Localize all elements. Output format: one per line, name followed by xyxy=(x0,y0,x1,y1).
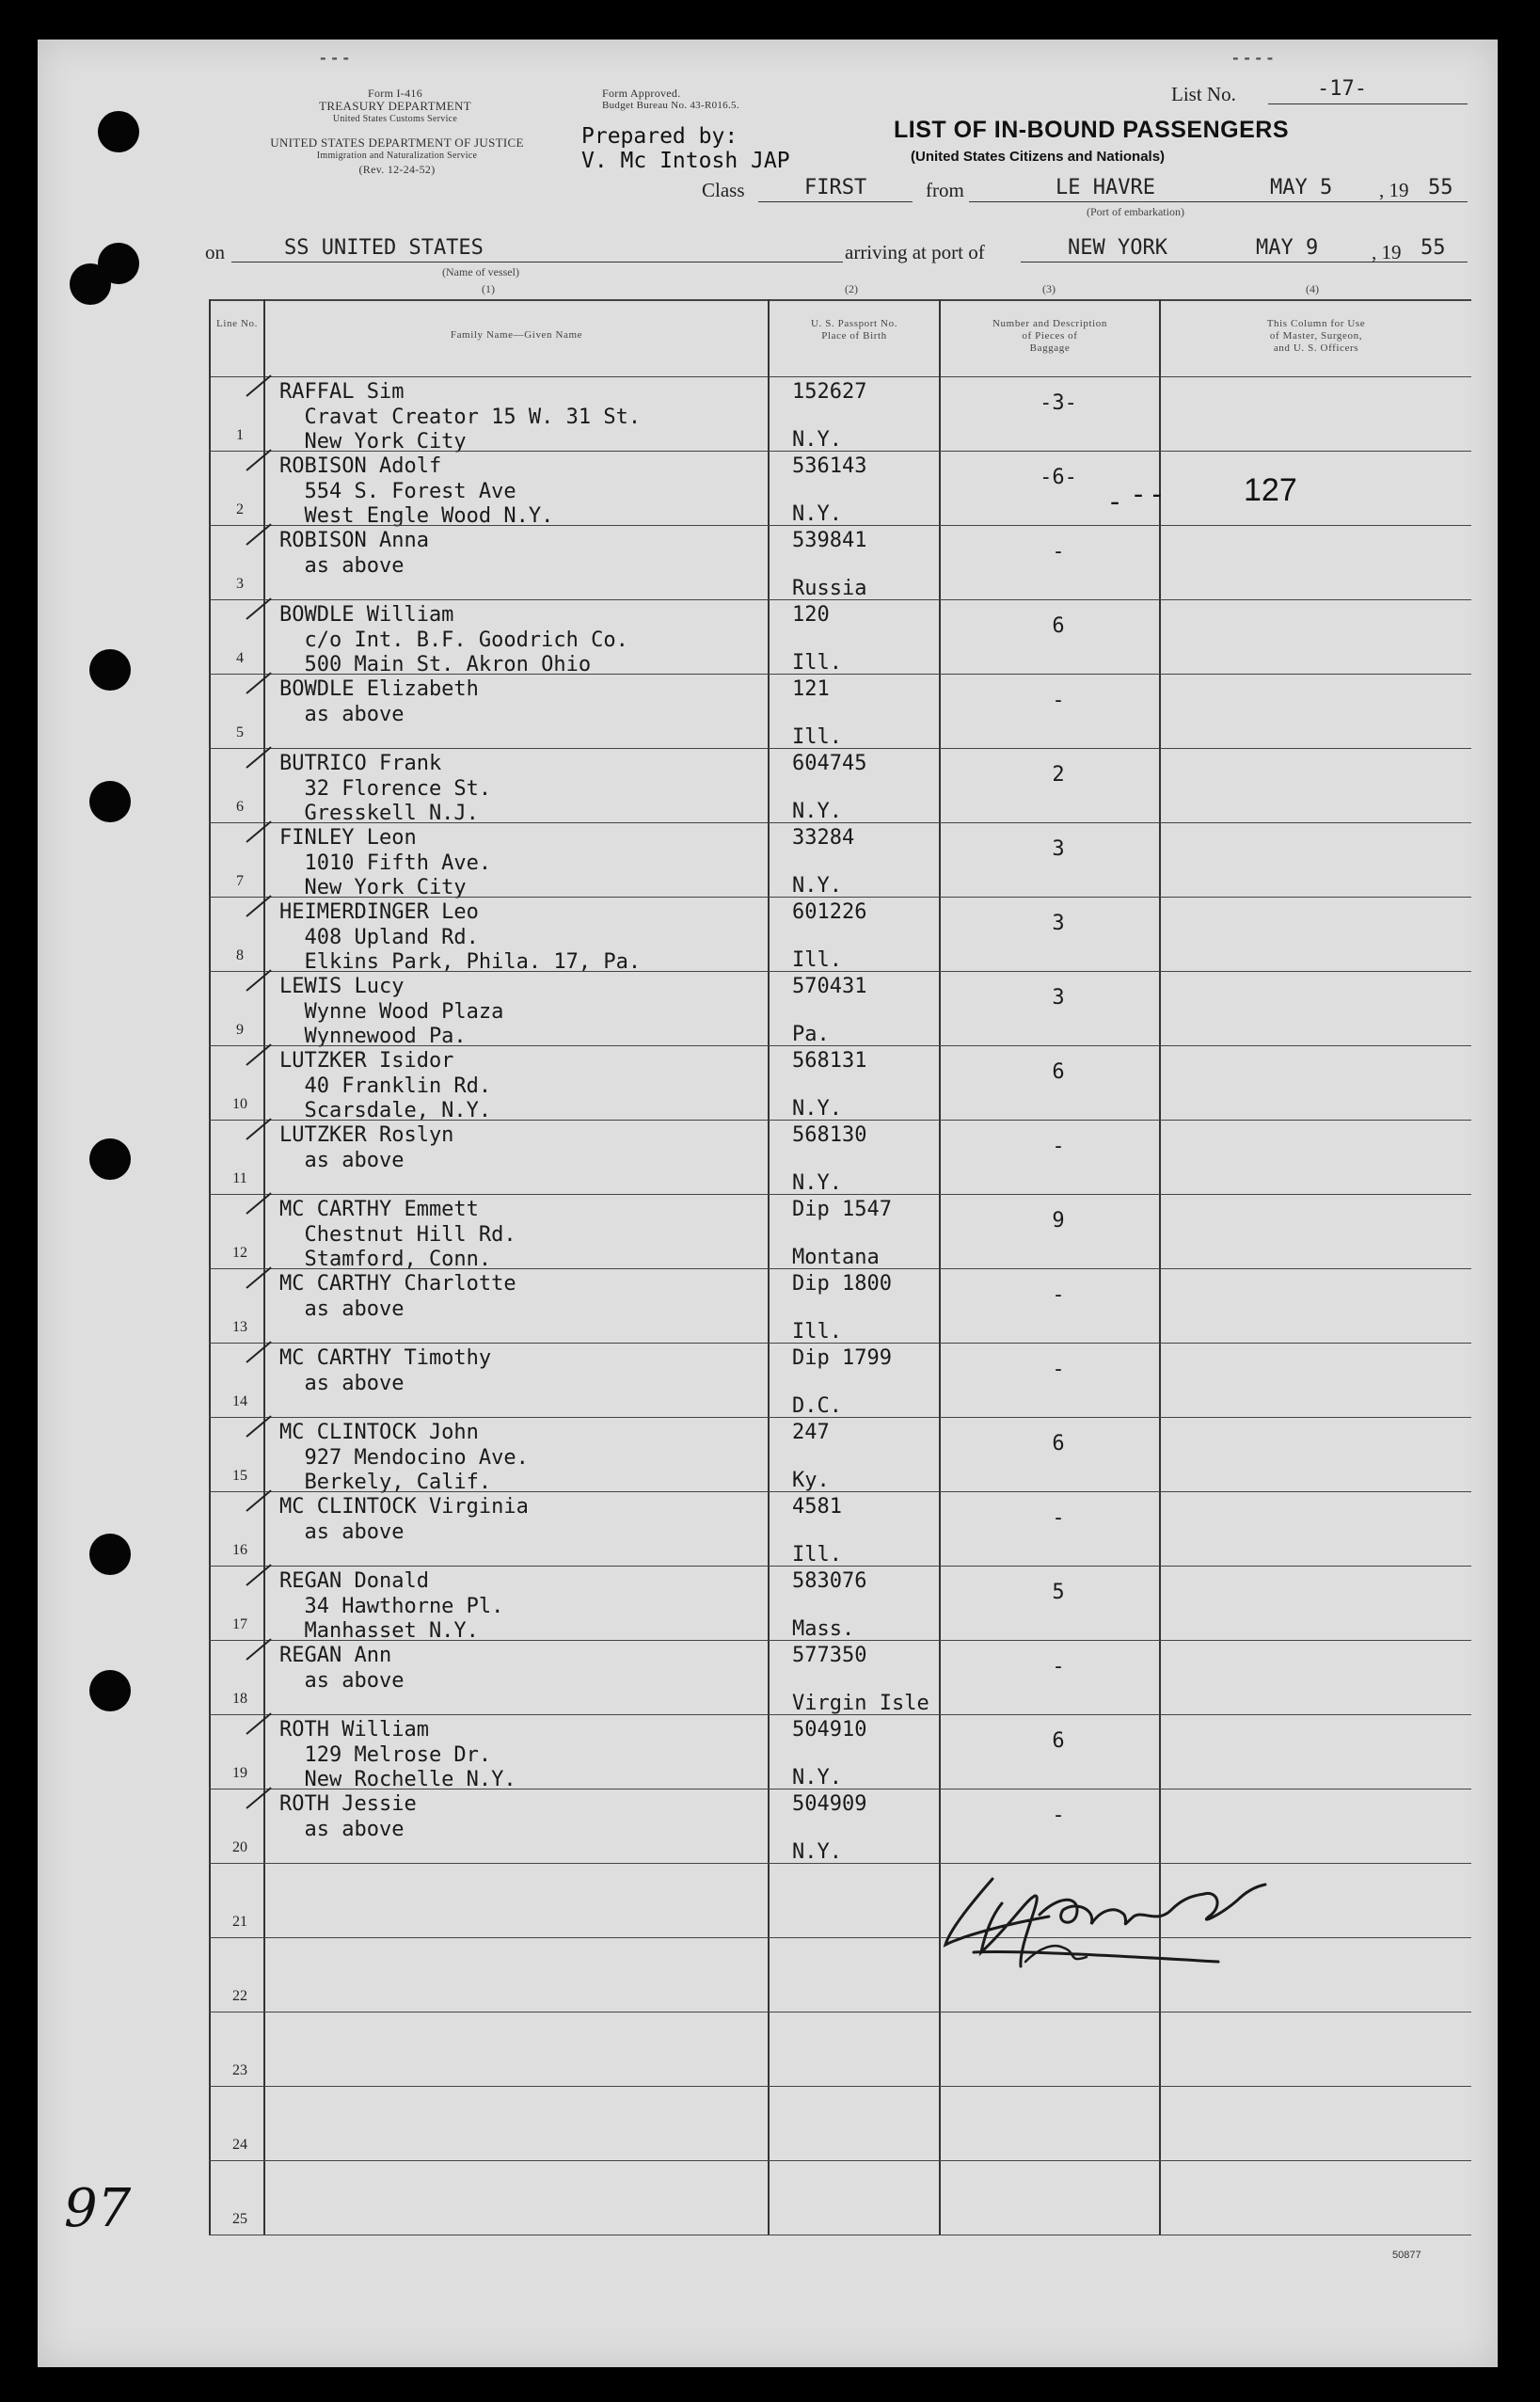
dept-justice-sub: Immigration and Naturalization Service xyxy=(316,151,478,161)
passenger-name: MC CLINTOCK Virginia as above xyxy=(279,1495,529,1544)
place-of-birth: N.Y. xyxy=(792,502,842,526)
header-baggage-1: Number and Description xyxy=(992,318,1107,329)
header-officers-3: and U. S. Officers xyxy=(1273,342,1359,354)
table-row xyxy=(209,376,1471,451)
baggage-count: - xyxy=(1052,1358,1065,1381)
passenger-name: MC CLINTOCK John 927 Mendocino Ave. Berkely, Calif. xyxy=(279,1421,529,1494)
arrival-date: MAY 9 xyxy=(1256,236,1319,260)
line-number: 19 xyxy=(232,1765,247,1781)
baggage-count: - xyxy=(1052,1804,1065,1827)
passenger-name: HEIMERDINGER Leo 408 Upland Rd. Elkins Park, Phila. 17, Pa. xyxy=(279,900,642,974)
table-row xyxy=(209,1343,1471,1417)
line-number: 14 xyxy=(232,1393,247,1409)
place-of-birth: Montana xyxy=(792,1246,880,1269)
passenger-name: BOWDLE Elizabeth as above xyxy=(279,677,479,726)
passport-number: 539841 xyxy=(792,529,867,552)
passport-number: 121 xyxy=(792,677,830,701)
check-mark xyxy=(246,1489,271,1511)
check-mark xyxy=(246,1712,271,1734)
table-row xyxy=(209,599,1471,674)
passenger-name: LEWIS Lucy Wynne Wood Plaza Wynnewood Pa. xyxy=(279,975,504,1048)
list-no-value: -17- xyxy=(1317,77,1367,101)
baggage-count: 3 xyxy=(1052,986,1065,1010)
check-mark xyxy=(246,1192,271,1214)
baggage-count: - xyxy=(1052,1655,1065,1678)
passenger-name: LUTZKER Isidor 40 Franklin Rd. Scarsdale, N.Y. xyxy=(279,1049,492,1122)
top-mark: - - - xyxy=(320,49,350,67)
line-number: 7 xyxy=(236,873,244,889)
list-no-label: List No. xyxy=(1171,83,1236,105)
baggage-count: 3 xyxy=(1052,837,1065,861)
passport-number: 504909 xyxy=(792,1792,867,1816)
line-number: 15 xyxy=(232,1468,247,1484)
table-row xyxy=(209,971,1471,1048)
passport-number: 4581 xyxy=(792,1495,842,1519)
passport-number: 577350 xyxy=(792,1644,867,1667)
table-row xyxy=(209,897,1471,974)
passenger-name: BOWDLE William c/o Int. B.F. Goodrich Co. 500 Main St. Akron Ohio xyxy=(279,603,628,676)
vessel-name: SS UNITED STATES xyxy=(284,236,484,260)
passenger-name: MC CARTHY Emmett Chestnut Hill Rd. Stamford, Conn. xyxy=(279,1198,516,1271)
page-title: LIST OF IN-BOUND PASSENGERS xyxy=(894,117,1290,143)
passport-number: 568131 xyxy=(792,1049,867,1073)
header-officers-1: This Column for Use xyxy=(1266,318,1366,329)
table-row xyxy=(209,1789,1471,1863)
baggage-count: -3- xyxy=(1040,391,1077,415)
table-row xyxy=(209,1640,1471,1714)
passenger-name: ROBISON Adolf 554 S. Forest Ave West Engle Wood N.Y. xyxy=(279,454,554,528)
baggage-count: 5 xyxy=(1052,1581,1065,1604)
table-row xyxy=(209,1417,1471,1494)
place-of-birth: N.Y. xyxy=(792,1171,842,1195)
class-value: FIRST xyxy=(804,176,867,199)
binder-hole xyxy=(89,649,131,691)
table-row xyxy=(209,1714,1471,1789)
check-mark xyxy=(246,969,271,991)
prepared-by-label: Prepared by: xyxy=(581,124,738,149)
line-number: 3 xyxy=(236,576,244,592)
check-mark xyxy=(246,895,271,916)
table-row xyxy=(209,525,1471,599)
place-of-birth: Ill. xyxy=(792,948,842,972)
line-number: 25 xyxy=(232,2211,247,2227)
col-num-3: (3) xyxy=(1042,282,1056,295)
line-number: 16 xyxy=(232,1542,247,1558)
binder-hole xyxy=(98,111,139,152)
embark-year: 55 xyxy=(1428,176,1453,199)
embark-caption: (Port of embarkation) xyxy=(1087,205,1184,218)
budget-bureau: Budget Bureau No. 43-R016.5. xyxy=(602,100,739,111)
check-mark xyxy=(246,1638,271,1660)
from-label: from xyxy=(926,179,964,201)
officer-note: 127 xyxy=(1244,472,1297,508)
arrival-year-prefix: , 19 xyxy=(1372,241,1402,263)
place-of-birth: Pa. xyxy=(792,1023,830,1046)
check-mark xyxy=(246,449,271,470)
form-revision: (Rev. 12-24-52) xyxy=(358,163,436,176)
line-number: 20 xyxy=(232,1839,247,1855)
check-mark xyxy=(246,374,271,396)
vessel-caption: (Name of vessel) xyxy=(442,265,519,278)
prepared-by-value: V. Mc Intosh JAP xyxy=(581,149,790,173)
header-line-no: Line No. xyxy=(216,318,258,329)
passenger-name: FINLEY Leon 1010 Fifth Ave. New York City xyxy=(279,826,492,899)
place-of-birth: N.Y. xyxy=(792,428,842,452)
line-number: 18 xyxy=(232,1691,247,1707)
passport-number: 583076 xyxy=(792,1569,867,1593)
dept-treasury-sub: United States Customs Service xyxy=(332,114,458,124)
line-number: 4 xyxy=(236,650,244,666)
check-mark xyxy=(246,1043,271,1065)
place-of-birth: Ill. xyxy=(792,1320,842,1344)
class-label: Class xyxy=(702,179,745,201)
passenger-name: LUTZKER Roslyn as above xyxy=(279,1123,454,1172)
page-subtitle: (United States Citizens and Nationals) xyxy=(911,149,1166,165)
baggage-count: - xyxy=(1052,1506,1065,1530)
embark-date: MAY 5 xyxy=(1270,176,1333,199)
check-mark xyxy=(246,597,271,619)
top-mark: - - - - xyxy=(1232,49,1274,67)
header-officers-2: of Master, Surgeon, xyxy=(1269,330,1363,342)
on-label: on xyxy=(205,241,225,263)
line-number: 13 xyxy=(232,1319,247,1335)
table-row xyxy=(209,1045,1471,1120)
passport-number: Dip 1799 xyxy=(792,1346,892,1370)
line-number: 22 xyxy=(232,1988,247,2004)
footer-code: 50877 xyxy=(1392,2250,1421,2261)
table-row xyxy=(209,1566,1471,1643)
line-number: 23 xyxy=(232,2062,247,2078)
header-passport: U. S. Passport No. xyxy=(810,318,898,329)
passport-number: 604745 xyxy=(792,752,867,775)
baggage-count: - xyxy=(1052,689,1065,712)
line-number: 21 xyxy=(232,1914,247,1930)
list-no-line xyxy=(1268,103,1468,104)
table-row xyxy=(209,1491,1471,1566)
header-birth: Place of Birth xyxy=(821,330,887,342)
check-mark xyxy=(246,523,271,545)
binder-hole xyxy=(89,781,131,822)
place-of-birth: N.Y. xyxy=(792,1766,842,1790)
line-number: 10 xyxy=(232,1096,247,1112)
passenger-name: ROTH William 129 Melrose Dr. New Rochelle N.Y. xyxy=(279,1718,516,1791)
arrival-port: NEW YORK xyxy=(1068,236,1167,260)
check-mark xyxy=(246,820,271,842)
passport-number: 601226 xyxy=(792,900,867,924)
check-mark xyxy=(246,1266,271,1288)
baggage-count: 2 xyxy=(1052,763,1065,787)
officer-dash-mark: - - xyxy=(1134,478,1162,511)
line-number: 8 xyxy=(236,947,244,963)
table-row xyxy=(209,1194,1471,1271)
passenger-name: RAFFAL Sim Cravat Creator 15 W. 31 St. New York City xyxy=(279,380,642,453)
table-row xyxy=(209,822,1471,897)
col-num-4: (4) xyxy=(1306,282,1319,295)
arrival-year: 55 xyxy=(1421,236,1446,260)
check-mark xyxy=(246,672,271,693)
header-baggage-2: of Pieces of xyxy=(1022,330,1078,342)
place-of-birth: N.Y. xyxy=(792,874,842,898)
passport-number: 247 xyxy=(792,1421,830,1444)
line-number: 2 xyxy=(236,501,244,517)
col-num-1: (1) xyxy=(482,282,495,295)
place-of-birth: Ill. xyxy=(792,1543,842,1567)
passport-number: 570431 xyxy=(792,975,867,998)
table-row xyxy=(209,674,1471,748)
check-mark xyxy=(246,1787,271,1808)
header-name: Family Name—Given Name xyxy=(450,329,583,341)
place-of-birth: Ky. xyxy=(792,1469,830,1492)
place-of-birth: N.Y. xyxy=(792,1097,842,1121)
officer-signature xyxy=(936,1858,1294,1980)
form-number: Form I-416 xyxy=(368,87,422,100)
baggage-count: 6 xyxy=(1052,1060,1065,1084)
officer-dash-mark: - xyxy=(1110,485,1120,518)
passenger-name: BUTRICO Frank 32 Florence St. Gresskell N.J. xyxy=(279,752,492,825)
table-row xyxy=(209,2086,1471,2160)
place-of-birth: N.Y. xyxy=(792,1840,842,1864)
binder-hole xyxy=(70,263,111,305)
line-number: 1 xyxy=(236,427,244,443)
passport-number: 152627 xyxy=(792,380,867,404)
table-row xyxy=(209,1120,1471,1194)
table-row xyxy=(209,1268,1471,1343)
baggage-count: - xyxy=(1052,1135,1065,1158)
dept-justice: UNITED STATES DEPARTMENT OF JUSTICE xyxy=(270,135,524,150)
line-number: 12 xyxy=(232,1245,247,1261)
passport-number: 568130 xyxy=(792,1123,867,1147)
line-number: 5 xyxy=(236,724,244,740)
place-of-birth: Ill. xyxy=(792,725,842,749)
form-approved: Form Approved. xyxy=(602,87,681,100)
passenger-name: MC CARTHY Charlotte as above xyxy=(279,1272,516,1321)
line-number: 9 xyxy=(236,1022,244,1038)
check-mark xyxy=(246,1415,271,1437)
check-mark xyxy=(246,1118,271,1139)
table-top-border xyxy=(209,299,1471,301)
binder-hole xyxy=(89,1670,131,1711)
line-number: 17 xyxy=(232,1616,247,1632)
line-number: 24 xyxy=(232,2137,247,2153)
check-mark xyxy=(246,746,271,768)
passport-number: 33284 xyxy=(792,826,855,850)
table-row xyxy=(209,748,1471,825)
dept-treasury: TREASURY DEPARTMENT xyxy=(319,99,471,113)
place-of-birth: N.Y. xyxy=(792,800,842,823)
embark-line xyxy=(969,201,1468,202)
class-line xyxy=(758,201,913,202)
passenger-name: REGAN Donald 34 Hawthorne Pl. Manhasset N.Y. xyxy=(279,1569,504,1643)
passenger-name: ROBISON Anna as above xyxy=(279,529,429,578)
place-of-birth: Russia xyxy=(792,577,867,600)
baggage-count: 9 xyxy=(1052,1209,1065,1233)
margin-note: 97 xyxy=(64,2178,132,2239)
place-of-birth: Virgin Isle xyxy=(792,1692,929,1715)
passport-number: Dip 1547 xyxy=(792,1198,892,1221)
baggage-count: 6 xyxy=(1052,614,1065,638)
baggage-count: - xyxy=(1052,540,1065,564)
table-row xyxy=(209,2160,1471,2235)
check-mark xyxy=(246,1564,271,1585)
binder-hole xyxy=(89,1534,131,1575)
line-number: 11 xyxy=(232,1170,247,1186)
baggage-count: 6 xyxy=(1052,1729,1065,1753)
header-baggage-3: Baggage xyxy=(1029,342,1071,354)
baggage-count: 3 xyxy=(1052,912,1065,935)
baggage-count: 6 xyxy=(1052,1432,1065,1456)
line-number: 6 xyxy=(236,799,244,815)
passport-number: Dip 1800 xyxy=(792,1272,892,1296)
embark-port: LE HAVRE xyxy=(1056,176,1155,199)
passport-number: 536143 xyxy=(792,454,867,478)
passenger-name: MC CARTHY Timothy as above xyxy=(279,1346,492,1395)
arriving-label: arriving at port of xyxy=(845,241,985,263)
embark-year-prefix: , 19 xyxy=(1379,179,1409,201)
binder-hole xyxy=(89,1138,131,1180)
place-of-birth: D.C. xyxy=(792,1394,842,1418)
table-row xyxy=(209,2012,1471,2086)
passenger-name: ROTH Jessie as above xyxy=(279,1792,417,1841)
check-mark xyxy=(246,1341,271,1362)
col-num-2: (2) xyxy=(845,282,858,295)
passport-number: 120 xyxy=(792,603,830,627)
passenger-name: REGAN Ann as above xyxy=(279,1644,405,1693)
place-of-birth: Ill. xyxy=(792,651,842,675)
place-of-birth: Mass. xyxy=(792,1617,855,1641)
baggage-count: -6- xyxy=(1040,466,1077,489)
passport-number: 504910 xyxy=(792,1718,867,1742)
baggage-count: - xyxy=(1052,1283,1065,1307)
